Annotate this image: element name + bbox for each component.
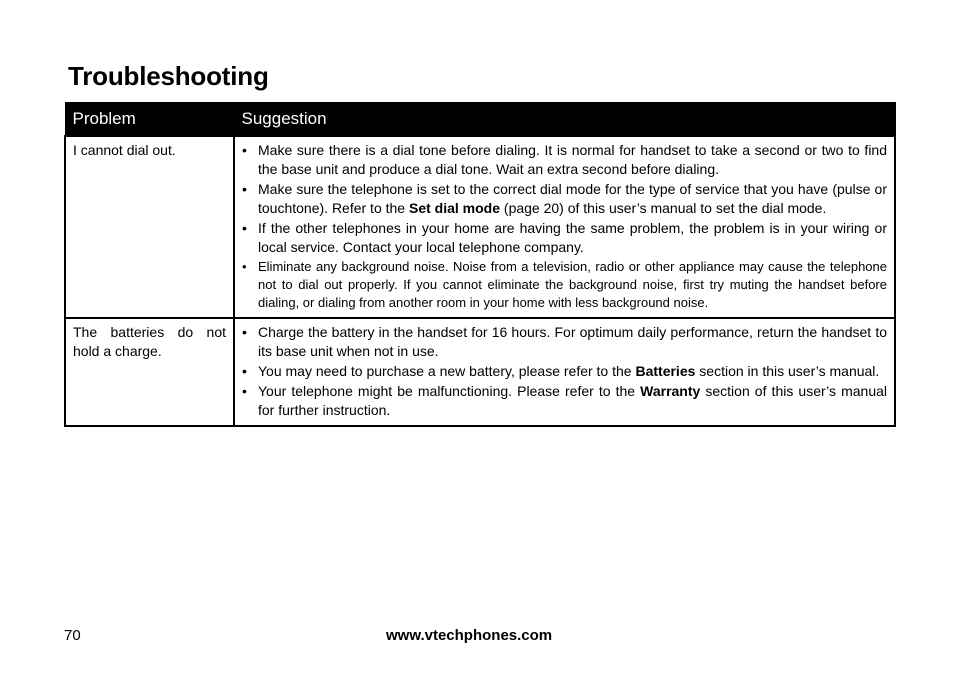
problem-cell: The batteries do not hold a charge. xyxy=(65,318,234,426)
bullet-icon: • xyxy=(242,181,247,197)
problem-cell: I cannot dial out. xyxy=(65,136,234,318)
section-reference: Set dial mode xyxy=(408,200,501,216)
table-row xyxy=(65,318,895,426)
suggestion-item: • Make sure there is a dial tone before dialing. It is normal for handset to take a second or two to find the base unit and produce a dial tone. Wait an extra second before dialing. xyxy=(242,142,887,177)
bullet-icon: • xyxy=(242,363,247,379)
problem-column-header: Problem xyxy=(65,103,234,137)
bullet-icon: • xyxy=(242,383,247,399)
table-header-row xyxy=(65,103,895,137)
bullet-icon: • xyxy=(242,259,247,274)
suggestion-item: • Charge the battery in the handset for 16 hours. For optimum daily performance, return the handset to its base unit when not in use. xyxy=(242,324,887,359)
section-reference: Warranty xyxy=(640,383,701,399)
section-reference: Batteries xyxy=(635,363,696,379)
footer-url: www.vtechphones.com xyxy=(386,627,553,644)
page-number: 70 xyxy=(64,627,81,644)
bullet-icon: • xyxy=(242,324,247,340)
suggestion-item: • Eliminate any background noise. Noise from a television, radio or other appliance may cause the telephone not to dial out properly. If you cannot eliminate the background noise, first try muting the handset before dialing, or dialing from another room in your home with less background noise. xyxy=(242,259,887,310)
bullet-icon: • xyxy=(242,220,247,236)
suggestion-list xyxy=(242,141,887,312)
suggestion-cell xyxy=(234,318,895,426)
bullet-icon: • xyxy=(242,142,247,158)
suggestion-list xyxy=(242,323,887,420)
page-title: Troubleshooting xyxy=(68,61,269,91)
suggestion-item: • Your telephone might be malfunctioning. Please refer to the Warranty section of this user’s manual for further instruction. xyxy=(242,383,888,418)
troubleshooting-table xyxy=(64,102,896,427)
suggestion-item: • If the other telephones in your home are having the same problem, the problem is in your wiring or local service. Contact your local telephone company. xyxy=(242,220,887,255)
suggestion-column-header: Suggestion xyxy=(234,103,895,137)
suggestion-item: • You may need to purchase a new battery, please refer to the Batteries section in this user’s manual. xyxy=(242,363,880,379)
suggestion-item: • Make sure the telephone is set to the correct dial mode for the type of service that you have (pulse or touchtone). Refer to the Set dial mode (page 20) of this user’s manual to set the dial mode. xyxy=(242,181,887,216)
suggestion-cell xyxy=(234,136,895,318)
table-row xyxy=(65,136,895,318)
